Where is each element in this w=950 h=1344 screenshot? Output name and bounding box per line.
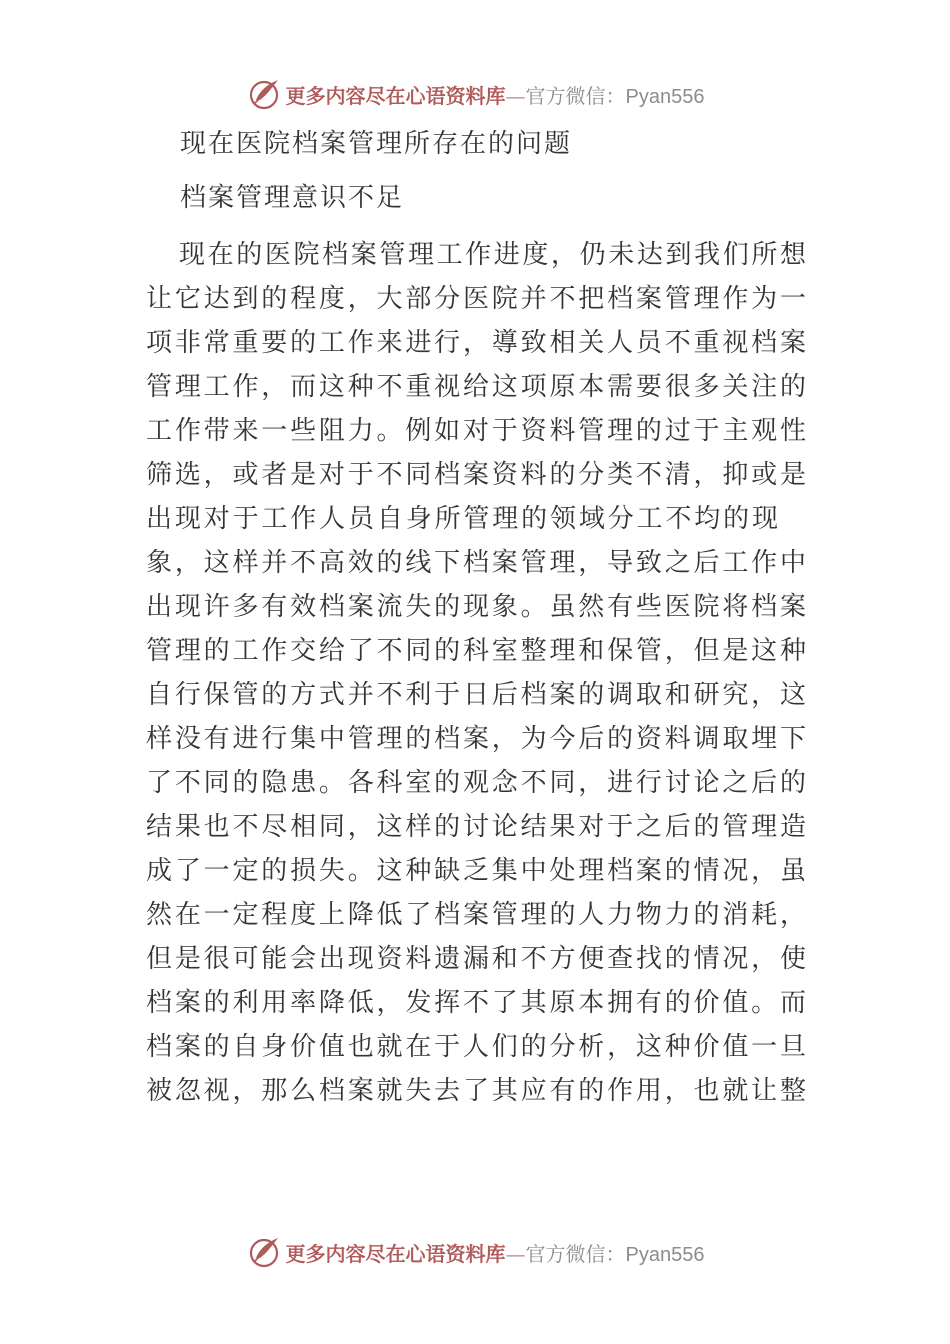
paragraph-line: 了不同的隐患。各科室的观念不同，进行讨论之后的 [146, 768, 806, 798]
paragraph-line: 管理工作，而这种不重视给这项原本需要很多关注的 [146, 372, 806, 402]
subsection-heading: 档案管理意识不足 [180, 183, 405, 213]
header-watermark [0, 74, 950, 114]
watermark-contact-id: Pyan556 [625, 85, 705, 108]
paragraph-line: 然在一定程度上降低了档案管理的人力物力的消耗， [146, 900, 806, 930]
watermark-contact-label: 官方微信： [525, 83, 626, 108]
quill-logo-icon [246, 76, 282, 112]
body-paragraph [146, 233, 806, 1113]
watermark-brand: 更多内容尽在心语资料库 [285, 83, 506, 108]
paragraph-line: 管理的工作交给了不同的科室整理和保管，但是这种 [146, 636, 806, 666]
paragraph-line: 项非常重要的工作来进行，導致相关人员不重视档案 [146, 328, 806, 358]
paragraph-line: 工作带来一些阻力。例如对于资料管理的过于主观性 [146, 416, 806, 446]
paragraph-line: 档案的自身价值也就在于人们的分析，这种价值一旦 [146, 1032, 806, 1062]
paragraph-line: 结果也不尽相同，这样的讨论结果对于之后的管理造 [146, 812, 806, 842]
watermark-contact-label: 官方微信： [525, 1241, 626, 1266]
paragraph-line: 成了一定的损失。这种缺乏集中处理档案的情况，虽 [146, 856, 806, 886]
paragraph-line: 让它达到的程度，大部分医院并不把档案管理作为一 [146, 284, 806, 314]
paragraph-line: 自行保管的方式并不利于日后档案的调取和研究，这 [146, 680, 806, 710]
paragraph-line: 出现许多有效档案流失的现象。虽然有些医院将档案 [146, 592, 806, 622]
footer-watermark [0, 1232, 950, 1272]
watermark-separator: — [505, 83, 526, 108]
paragraph-line: 样没有进行集中管理的档案，为今后的资料调取埋下 [146, 724, 806, 754]
paragraph-line: 出现对于工作人员自身所管理的领域分工不均的现 [146, 504, 778, 534]
watermark-contact-id: Pyan556 [625, 1243, 705, 1266]
paragraph-line: 但是很可能会出现资料遗漏和不方便查找的情况，使 [146, 944, 806, 974]
watermark-brand: 更多内容尽在心语资料库 [285, 1241, 506, 1266]
paragraph-line: 现在的医院档案管理工作进度，仍未达到我们所想 [179, 240, 806, 270]
paragraph-line: 象，这样并不高效的线下档案管理，导致之后工作中 [146, 548, 806, 578]
section-heading: 现在医院档案管理所存在的问题 [180, 129, 573, 159]
paragraph-line: 被忽视，那么档案就失去了其应有的作用，也就让整 [146, 1076, 806, 1106]
paragraph-line: 筛选，或者是对于不同档案资料的分类不清，抑或是 [146, 460, 806, 490]
watermark-separator: — [505, 1241, 526, 1266]
quill-logo-icon [246, 1234, 282, 1270]
paragraph-line: 档案的利用率降低，发挥不了其原本拥有的价值。而 [146, 988, 806, 1018]
